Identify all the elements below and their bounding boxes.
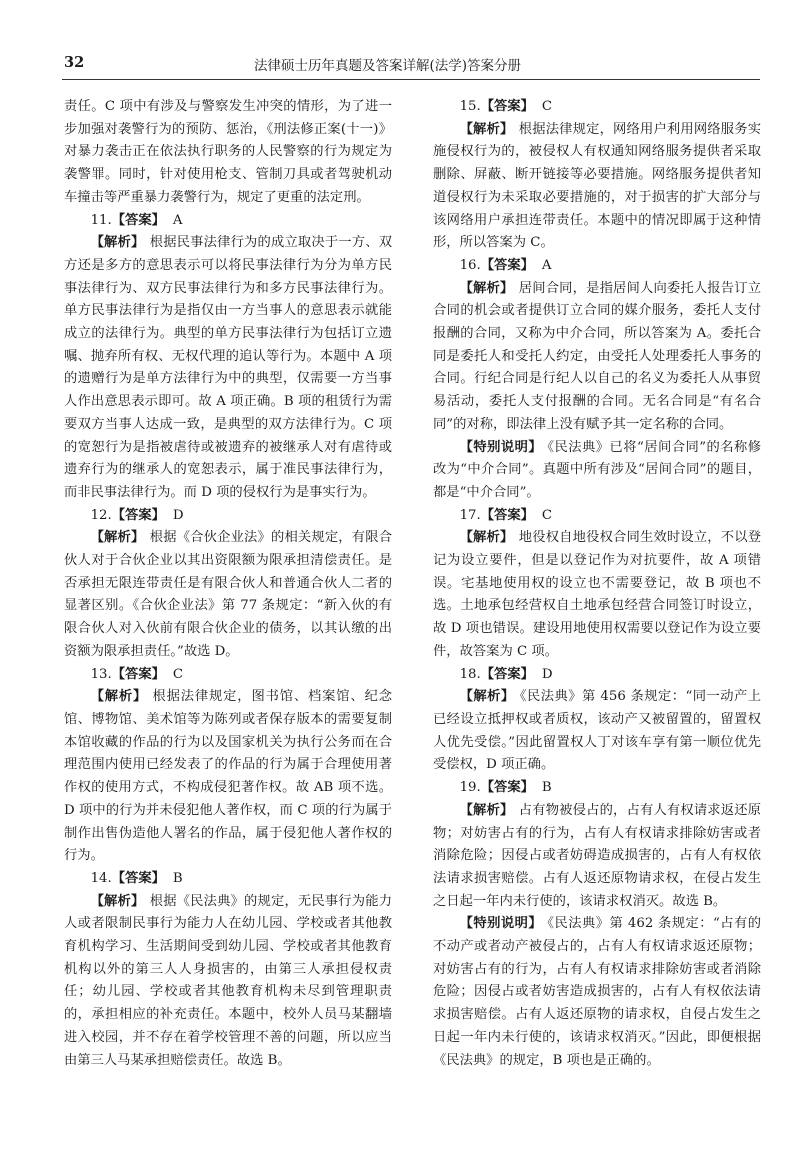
- explanation-tag: 【解析】: [90, 689, 148, 705]
- paragraph-text: 根据法律规定，图书馆、档案馆、纪念馆、博物馆、美术馆等为陈列或者保存版本的需要复制本馆收藏的作品的行为以及国家机关为执行公务而在合理范围内使用已经发表了的作品的行为属于合理使用著作权的使用方式，不构成侵犯著作权。故 AB 项不选。D 项中的行为并未侵犯他人著作权，而 C 项的行为属于制作出售伪造他人署名的作品，属于侵犯他人著作权的行为。: [64, 689, 393, 864]
- answer-tag: 【答案】: [111, 870, 165, 886]
- explanation-tag: 【解析】: [459, 689, 515, 705]
- answer-line: [433, 96, 761, 119]
- paragraph-text: 《民法典》第 456 条规定：“同一动产上已经设立抵押权或者质权，该动产又被留置的，留置权人优先受偿。”因此留置权人丁对该车享有第一顺位优先受偿权，D 项正确。: [433, 689, 762, 773]
- explanation-paragraph: [433, 527, 761, 663]
- question-number: 18.: [459, 666, 481, 682]
- explanation-paragraph: [433, 686, 761, 777]
- explanation-paragraph: [433, 913, 761, 1072]
- paragraph-text: 《民法典》已将“居间合同”的名称修改为“中介合同”。真题中所有涉及“居间合同”的题目，都是“中介合同”。: [433, 439, 761, 500]
- paragraph-text: 根据《民法典》的规定，无民事行为能力人或者限制民事行为能力人在幼儿园、学校或者其他教育机构学习、生活期间受到幼儿园、学校或者其他教育机构以外的第三人人身损害的，由第三人承担侵权责任；幼儿园、学校或者其他教育机构未尽到管理职责的，承担相应的补充责任。本题中，校外人员马某翻墙进入校园，并不存在着学校管理不善的问题，所以应当由第三人马某承担赔偿责任。故选 B。: [64, 893, 393, 1068]
- answer-line: [64, 664, 392, 687]
- answer-tag: 【答案】: [111, 212, 165, 228]
- paragraph-text: 《民法典》第 462 条规定：“占有的不动产或者动产被侵占的，占有人有权请求返还原物；对妨害占有的行为，占有人有权请求排除妨害或者消除危险；因侵占或者妨害造成损害的，占有人有权依法请求损害赔偿。占有人返还原物的请求权，自侵占发生之日起一年内未行使的，该请求权消灭。”因此，即便根据《民法典》的规定，B 项也是正确的。: [433, 916, 762, 1068]
- answer-value: A: [541, 257, 552, 273]
- question-number: 13.: [90, 666, 112, 682]
- page-number: 32: [64, 54, 85, 71]
- question-number: 16.: [459, 257, 481, 273]
- answer-value: D: [541, 666, 553, 682]
- explanation-paragraph: [64, 891, 392, 1073]
- answer-value: C: [541, 99, 553, 114]
- right-column: [433, 96, 761, 1072]
- answer-tag: 【答案】: [480, 99, 534, 114]
- explanation-tag: 【解析】: [459, 280, 514, 296]
- explanation-paragraph: [64, 232, 392, 504]
- running-title: 法律硕士历年真题及答案详解(法学)答案分册: [254, 58, 522, 74]
- explanation-tag: 【解析】: [459, 530, 514, 546]
- page-header: [64, 54, 760, 78]
- answer-value: C: [541, 507, 553, 523]
- explanation-tag: 【解析】: [90, 893, 145, 909]
- explanation-tag: 【解析】: [459, 121, 514, 137]
- explanation-tag: 【解析】: [90, 530, 145, 546]
- explanation-paragraph: [64, 686, 392, 868]
- paragraph-text: 居间合同，是指居间人向委托人报告订立合同的机会或者提供订立合同的媒介服务，委托人支付报酬的合同，又称为中介合同，所以答案为 A。委托合同是委托人和受托人约定，由受托人处理委托人事务的合同。行纪合同是行纪人以自己的名义为委托人从事贸易活动，委托人支付报酬的合同。无名合同是“有名合同”的对称，即法律上没有赋予其一定名称的合同。: [433, 280, 762, 432]
- answer-line: [433, 664, 761, 687]
- explanation-paragraph: [433, 119, 761, 255]
- paragraph-text: 根据民事法律行为的成立取决于一方、双方还是多方的意思表示可以将民事法律行为分为单方民事法律行为、双方民事法律行为和多方民事法律行为。单方民事法律行为是指仅由一方当事人的意思表示就能成立的法律行为。典型的单方民事法律行为包括订立遗嘱、抛弃所有权、无权代理的追认等行为。本题中 A 项的遗赠行为是单方法律行为中的典型，仅需要一方当事人作出意思表示即可。故 A 项正确。B 项的租赁行为需要双方当事人达成一致，是典型的双方法律行为。C 项的宽恕行为是指被虐待或被遗弃的被继承人对有虐待或遗弃行为的继承人的宽恕表示，属于准民事法律行为，而非民事法律行为。而 D 项的侵权行为是事实行为。: [64, 235, 393, 500]
- answer-line: [64, 505, 392, 528]
- header-rule: [62, 79, 760, 80]
- paragraph-text: 地役权自地役权合同生效时设立，不以登记为设立要件，但是以登记作为对抗要件，故 A 项错误。宅基地使用权的设立也不需要登记，故 B 项也不选。土地承包经营权自土地承包经营合同签订时设立，故 D 项也错误。建设用地使用权需要以登记作为设立要件，故答案为 C 项。: [433, 530, 762, 659]
- question-number: 14.: [90, 870, 112, 886]
- left-column: [64, 96, 392, 1072]
- paragraph-text: 占有物被侵占的，占有人有权请求返还原物；对妨害占有的行为，占有人有权请求排除妨害或者消除危险；因侵占或者妨碍造成损害的，占有人有权依法请求损害赔偿。占有人返还原物请求权，在侵占发生之日起一年内未行使的，该请求权消灭。故选 B。: [433, 802, 762, 909]
- answer-tag: 【答案】: [480, 507, 534, 523]
- answer-line: [64, 210, 392, 233]
- explanation-tag: 【解析】: [90, 235, 145, 251]
- explanation-paragraph: [433, 800, 761, 914]
- explanation-paragraph: [433, 437, 761, 505]
- question-number: 19.: [459, 780, 481, 796]
- paragraph-text: 责任。C 项中有涉及与警察发生冲突的情形，为了进一步加强对袭警行为的预防、惩治，《刑法修正案(十一)》对暴力袭击正在依法执行职务的人民警察的行为规定为袭警罪。同时，针对使用枪支、管制刀具或者驾驶机动车撞击等严重暴力袭警行为，规定了更重的法定刑。: [64, 99, 392, 205]
- answer-line: [64, 868, 392, 891]
- answer-value: B: [541, 780, 552, 796]
- explanation-paragraph: [433, 278, 761, 437]
- answer-tag: 【答案】: [480, 780, 534, 796]
- explanation-tag: 【解析】: [459, 802, 514, 818]
- answer-tag: 【答案】: [480, 666, 534, 682]
- explanation-paragraph: [64, 527, 392, 663]
- answer-value: B: [172, 870, 183, 886]
- answer-line: [433, 505, 761, 528]
- answer-line: [433, 255, 761, 278]
- answer-tag: 【答案】: [111, 507, 165, 523]
- paragraph-text: 根据《合伙企业法》的相关规定，有限合伙人对于合伙企业以其出资限额为限承担清偿责任。是否承担无限连带责任是有限合伙人和普通合伙人二者的显著区别。《合伙企业法》第 77 条规定：“新入伙的有限合伙人对入伙前有限合伙企业的债务，以其认缴的出资额为限承担责任。”故选 D。: [64, 530, 393, 659]
- answer-tag: 【答案】: [480, 257, 534, 273]
- answer-value: A: [172, 212, 183, 228]
- answer-value: C: [172, 666, 184, 682]
- paragraph-continued: [64, 96, 392, 210]
- explanation-tag: 【特别说明】: [459, 439, 543, 455]
- paragraph-text: 根据法律规定，网络用户利用网络服务实施侵权行为的，被侵权人有权通知网络服务提供者采取删除、屏蔽、断开链接等必要措施。网络服务提供者知道侵权行为未采取必要措施的，对于损害的扩大部分与该网络用户承担连带责任。本题中的情况即属于这种情形，所以答案为 C。: [433, 121, 762, 251]
- answer-tag: 【答案】: [111, 666, 165, 682]
- answer-value: D: [172, 507, 184, 523]
- question-number: 11.: [90, 212, 112, 228]
- question-number: 15.: [459, 99, 481, 114]
- question-number: 17.: [459, 507, 481, 523]
- explanation-tag: 【特别说明】: [459, 916, 543, 932]
- question-number: 12.: [90, 507, 112, 523]
- answer-line: [433, 777, 761, 800]
